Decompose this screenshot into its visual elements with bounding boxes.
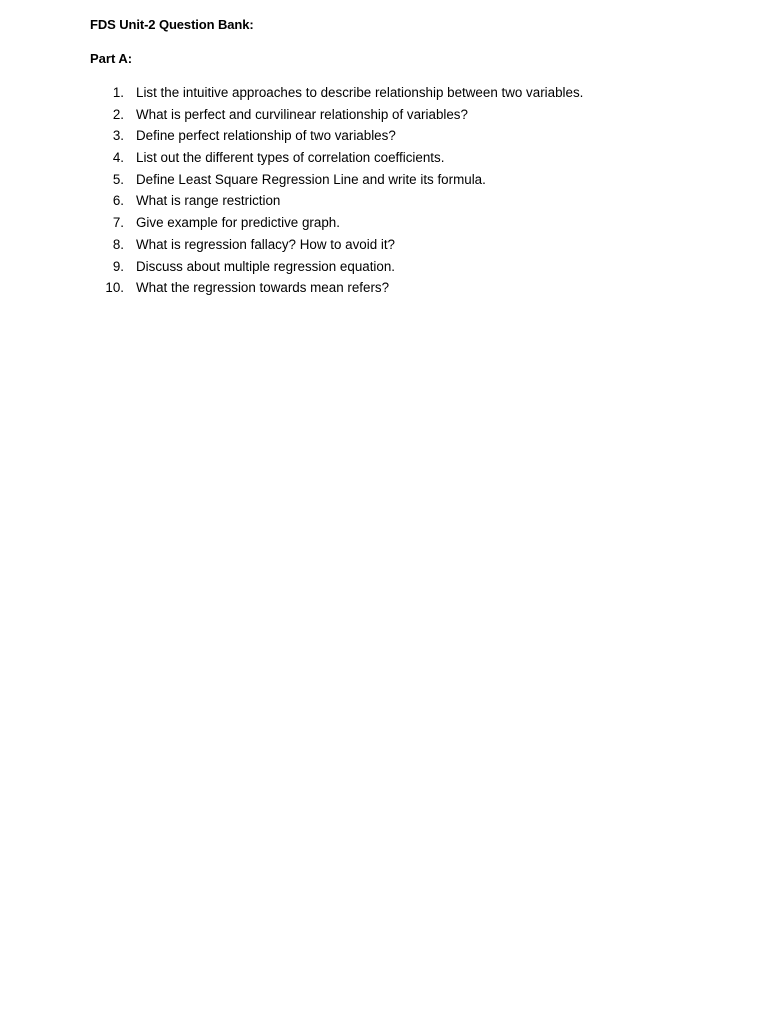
question-list [104,84,584,301]
question-item [104,279,390,301]
question-item [104,106,468,128]
question-number: 10. [105,280,124,296]
question-text: Discuss about multiple regression equation. [136,258,396,274]
question-number: 4. [112,150,124,166]
question-text: Give example for predictive graph. [136,215,340,231]
question-text: List the intuitive approaches to describe relationship between two variables. [136,85,584,100]
question-item [104,192,281,214]
question-number: 3. [112,128,124,144]
document-title: FDS Unit-2 Question Bank: [90,17,254,32]
question-text: Define perfect relationship of two variables? [136,128,396,144]
question-item [104,149,445,171]
question-item [104,84,584,106]
question-number: 1. [112,85,124,100]
question-item [104,127,396,149]
question-item [104,236,395,258]
question-item [104,214,340,236]
question-text: What the regression towards mean refers? [136,280,390,296]
question-text: Define Least Square Regression Line and write its formula. [136,171,486,187]
question-number: 9. [112,258,124,274]
question-item [104,258,396,280]
section-title-part-a: Part A: [90,51,133,66]
question-text: What is range restriction [136,193,281,209]
question-number: 2. [112,106,124,122]
question-number: 7. [112,215,124,231]
question-number: 8. [112,236,124,252]
question-number: 6. [112,193,124,209]
question-item [104,171,486,193]
question-text: List out the different types of correlation coefficients. [136,150,445,166]
question-number: 5. [112,171,124,187]
question-text: What is regression fallacy? How to avoid it? [136,236,395,252]
question-text: What is perfect and curvilinear relationship of variables? [136,106,468,122]
